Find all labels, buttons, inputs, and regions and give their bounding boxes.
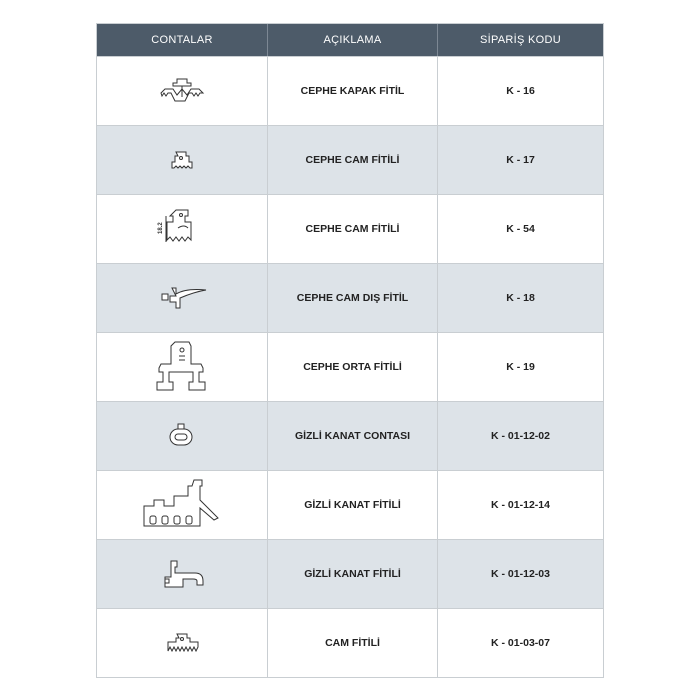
table-row xyxy=(97,470,603,539)
facade-glass-gasket-icon xyxy=(97,126,268,194)
header-order-code: SİPARİŞ KODU xyxy=(479,34,562,46)
facade-glass-outer-gasket-icon xyxy=(97,264,268,332)
facade-middle-gasket-icon xyxy=(97,333,268,401)
row-description: GİZLİ KANAT FİTİLİ xyxy=(268,471,438,539)
header-gaskets: CONTALAR xyxy=(97,24,268,56)
row-code: K - 54 xyxy=(506,223,535,235)
row-description: CEPHE CAM FİTİLİ xyxy=(268,195,438,263)
table-row xyxy=(97,194,603,263)
table-row xyxy=(97,401,603,470)
hidden-sash-seal-icon xyxy=(97,402,268,470)
row-description: CAM FİTİLİ xyxy=(268,609,438,677)
row-description: CEPHE KAPAK FİTİL xyxy=(268,57,438,125)
row-code: K - 16 xyxy=(506,85,535,97)
row-code: K - 01-12-14 xyxy=(491,499,550,511)
hidden-sash-gasket-icon xyxy=(97,471,268,539)
facade-glass-gasket-dimension-icon xyxy=(97,195,268,263)
row-code: K - 19 xyxy=(506,361,535,373)
row-code: K - 01-12-03 xyxy=(491,568,550,580)
row-description: GİZLİ KANAT FİTİLİ xyxy=(268,540,438,608)
row-code: K - 17 xyxy=(506,154,535,166)
glass-gasket-icon xyxy=(97,609,268,677)
table-row xyxy=(97,56,603,125)
row-description: CEPHE CAM DIŞ FİTİL xyxy=(268,264,438,332)
row-code: K - 01-12-02 xyxy=(491,430,550,442)
hidden-sash-gasket-icon xyxy=(97,540,268,608)
row-description: GİZLİ KANAT CONTASI xyxy=(268,402,438,470)
row-description: CEPHE ORTA FİTİLİ xyxy=(268,333,438,401)
product-table xyxy=(96,23,604,678)
facade-cover-gasket-icon xyxy=(97,57,268,125)
header-description: AÇIKLAMA xyxy=(268,24,438,56)
table-row xyxy=(97,608,603,677)
table-row xyxy=(97,125,603,194)
table-row xyxy=(97,539,603,608)
table-header xyxy=(97,24,603,56)
row-code: K - 18 xyxy=(506,292,535,304)
table-row xyxy=(97,332,603,401)
dimension-label: 18.2 xyxy=(158,222,164,234)
row-description: CEPHE CAM FİTİLİ xyxy=(268,126,438,194)
table-row xyxy=(97,263,603,332)
row-code: K - 01-03-07 xyxy=(491,637,550,649)
